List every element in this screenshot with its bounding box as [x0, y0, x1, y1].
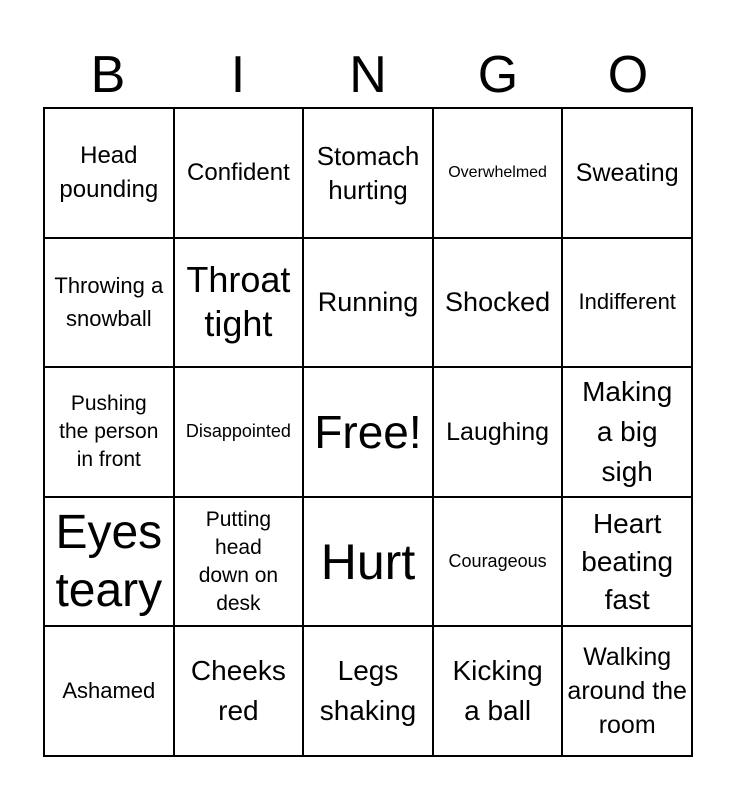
bingo-cell[interactable]	[174, 108, 304, 238]
cell-text: Legs shaking	[319, 655, 417, 727]
cell-text: Courageous	[448, 551, 547, 572]
bingo-header	[43, 44, 693, 106]
cell-text: Heart beating fast	[581, 507, 674, 615]
bingo-cell[interactable]	[44, 238, 174, 368]
bingo-cell[interactable]	[44, 108, 174, 238]
bingo-cell[interactable]	[303, 238, 433, 368]
cell-text: Shocked	[445, 287, 551, 318]
cell-text: Cheeks red	[190, 655, 286, 727]
cell-text: Hurt	[320, 533, 416, 590]
cell-text: Indifferent	[578, 289, 676, 315]
bingo-cell[interactable]	[44, 497, 174, 627]
cell-text: Overwhelmed	[448, 164, 547, 182]
bingo-cell[interactable]	[562, 626, 692, 756]
bingo-cell[interactable]	[303, 626, 433, 756]
cell-text: Putting head down on desk	[198, 507, 279, 615]
bingo-cell[interactable]	[562, 497, 692, 627]
header-letter-g: G	[477, 46, 519, 104]
bingo-cell[interactable]	[433, 238, 563, 368]
cell-text: Throwing a snowball	[54, 273, 164, 332]
bingo-cell[interactable]	[433, 108, 563, 238]
bingo-cell[interactable]	[433, 626, 563, 756]
cell-text: Head pounding	[59, 141, 159, 203]
cell-text: Pushing the person in front	[59, 391, 159, 471]
cell-text: Laughing	[446, 417, 550, 446]
cell-text: Disappointed	[185, 421, 291, 442]
bingo-cell[interactable]	[562, 367, 692, 497]
cell-text: Kicking a ball	[452, 655, 543, 727]
cell-text: Free!	[314, 405, 422, 458]
header-letter-b: B	[90, 46, 126, 104]
bingo-cell[interactable]	[44, 626, 174, 756]
bingo-board	[43, 107, 693, 757]
cell-text: Running	[317, 287, 419, 318]
bingo-cell[interactable]	[174, 238, 304, 368]
cell-text: Stomach hurting	[316, 140, 420, 205]
header-letter-n: N	[349, 46, 387, 104]
cell-text: Throat tight	[186, 259, 291, 345]
bingo-cell[interactable]	[44, 367, 174, 497]
header-letter-i: I	[230, 46, 246, 104]
bingo-cell[interactable]	[174, 497, 304, 627]
bingo-cell[interactable]	[303, 497, 433, 627]
cell-text: Eyes teary	[55, 505, 163, 617]
cell-text: Ashamed	[62, 678, 156, 704]
cell-text: Making a big sigh	[582, 375, 673, 487]
cell-text: Sweating	[575, 158, 679, 187]
cell-text: Confident	[187, 158, 290, 186]
bingo-cell[interactable]	[303, 108, 433, 238]
bingo-cell[interactable]	[174, 626, 304, 756]
bingo-cell[interactable]	[433, 367, 563, 497]
bingo-cell[interactable]	[174, 367, 304, 497]
bingo-cell[interactable]	[433, 497, 563, 627]
bingo-cell[interactable]	[562, 108, 692, 238]
bingo-cell[interactable]	[303, 367, 433, 497]
bingo-cell[interactable]	[562, 238, 692, 368]
header-letter-o: O	[607, 46, 649, 104]
cell-text: Walking around the room	[567, 643, 687, 740]
